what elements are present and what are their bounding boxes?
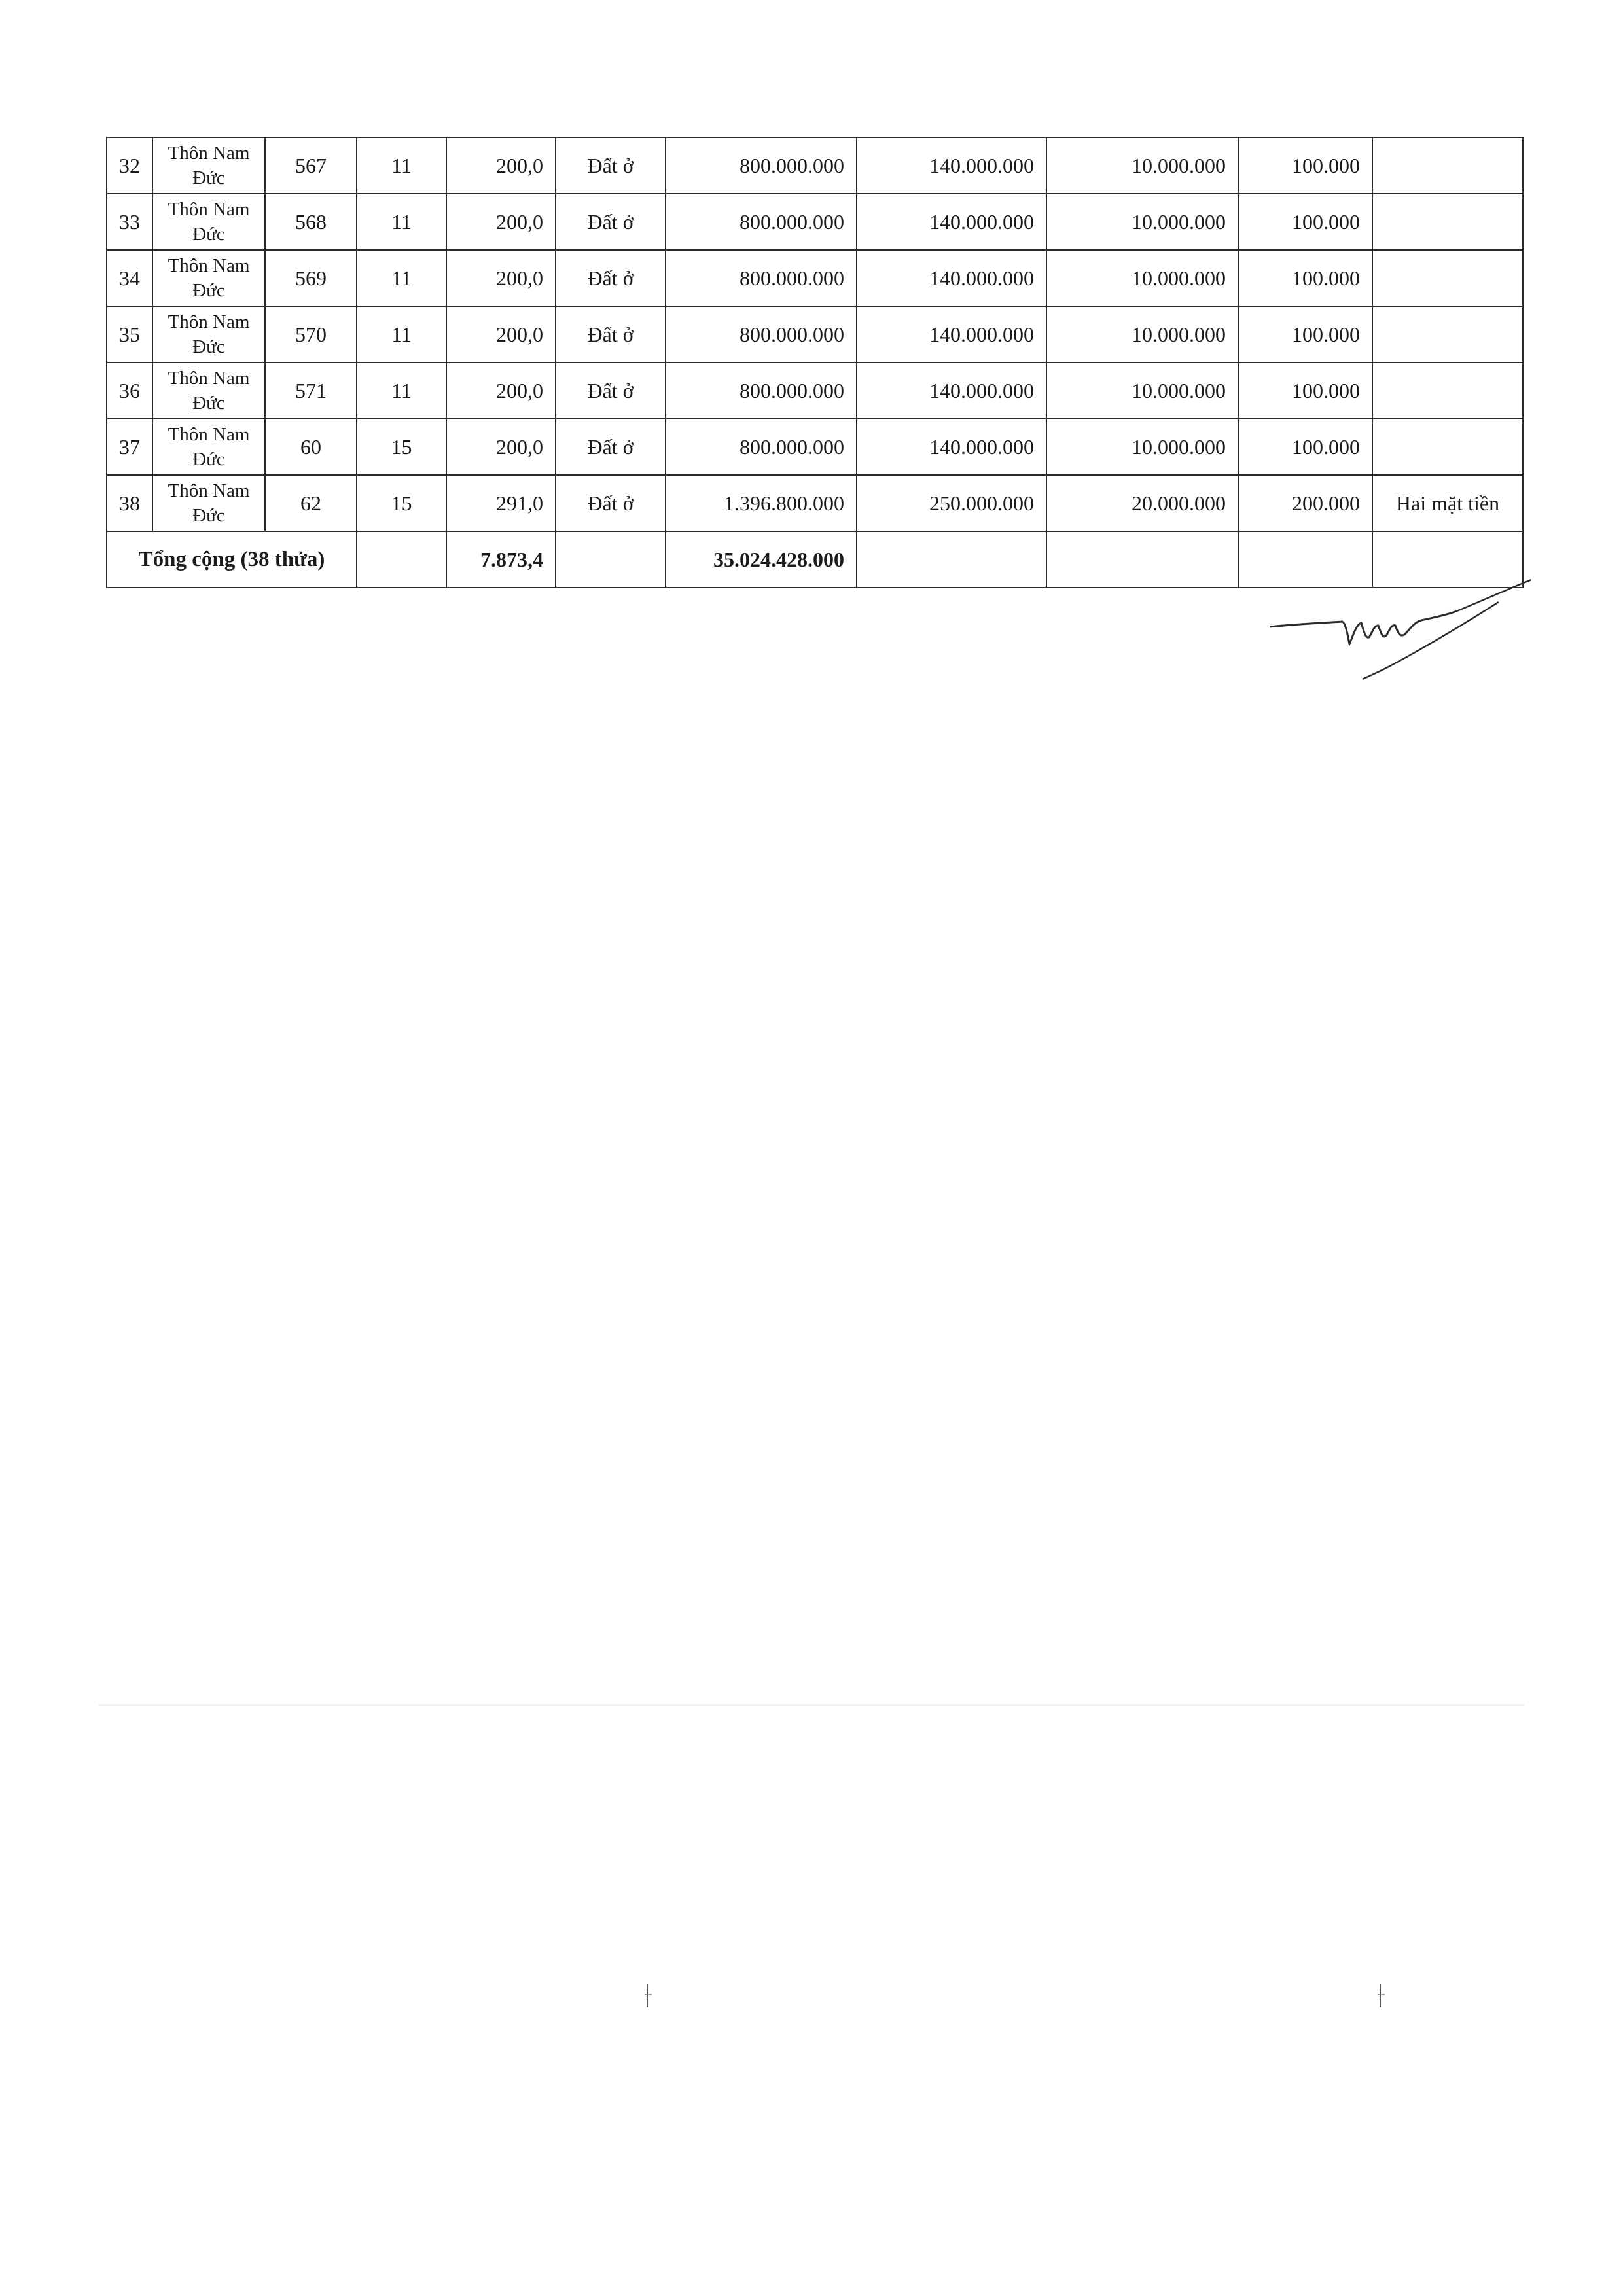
value-cell: 800.000.000 (666, 194, 857, 250)
step-price-cell: 20.000.000 (1046, 475, 1238, 531)
note-cell (1372, 306, 1523, 362)
deposit-cell: 140.000.000 (857, 362, 1046, 419)
deposit-cell: 140.000.000 (857, 250, 1046, 306)
table-body (107, 137, 1523, 531)
map-sheet-cell: 11 (357, 250, 446, 306)
step-price-cell: 10.000.000 (1046, 137, 1238, 194)
total-empty-cell (857, 531, 1046, 588)
map-sheet-cell: 11 (357, 306, 446, 362)
deposit-cell: 250.000.000 (857, 475, 1046, 531)
note-cell (1372, 194, 1523, 250)
row-number: 36 (107, 362, 152, 419)
deposit-cell: 140.000.000 (857, 419, 1046, 475)
area-cell: 200,0 (446, 250, 556, 306)
value-cell: 800.000.000 (666, 362, 857, 419)
parcel-number-cell: 567 (265, 137, 357, 194)
handwritten-signature (1270, 576, 1531, 680)
parcel-number-cell: 60 (265, 419, 357, 475)
row-number: 38 (107, 475, 152, 531)
map-sheet-cell: 11 (357, 362, 446, 419)
area-cell: 200,0 (446, 194, 556, 250)
parcel-number-cell: 62 (265, 475, 357, 531)
land-type-cell: Đất ở (556, 306, 666, 362)
fee-cell: 100.000 (1238, 419, 1372, 475)
map-sheet-cell: 11 (357, 194, 446, 250)
table-row (107, 194, 1523, 250)
row-number: 35 (107, 306, 152, 362)
location-cell: Thôn Nam Đức (152, 137, 265, 194)
scan-artifact-mark (1377, 1983, 1386, 2009)
map-sheet-cell: 15 (357, 475, 446, 531)
total-empty-cell (357, 531, 446, 588)
total-empty-cell (556, 531, 666, 588)
note-cell: Hai mặt tiền (1372, 475, 1523, 531)
step-price-cell: 10.000.000 (1046, 362, 1238, 419)
deposit-cell: 140.000.000 (857, 306, 1046, 362)
area-cell: 200,0 (446, 306, 556, 362)
row-number: 34 (107, 250, 152, 306)
row-number: 32 (107, 137, 152, 194)
fee-cell: 100.000 (1238, 362, 1372, 419)
land-type-cell: Đất ở (556, 194, 666, 250)
fee-cell: 100.000 (1238, 250, 1372, 306)
total-empty-cell (1046, 531, 1238, 588)
step-price-cell: 10.000.000 (1046, 306, 1238, 362)
value-cell: 800.000.000 (666, 306, 857, 362)
step-price-cell: 10.000.000 (1046, 419, 1238, 475)
fee-cell: 200.000 (1238, 475, 1372, 531)
land-auction-table (106, 137, 1524, 588)
location-cell: Thôn Nam Đức (152, 362, 265, 419)
total-label: Tổng cộng (38 thửa) (107, 531, 357, 588)
land-type-cell: Đất ở (556, 137, 666, 194)
fee-cell: 100.000 (1238, 306, 1372, 362)
step-price-cell: 10.000.000 (1046, 250, 1238, 306)
scan-artifact-mark (644, 1983, 653, 2009)
area-cell: 200,0 (446, 362, 556, 419)
note-cell (1372, 362, 1523, 419)
location-cell: Thôn Nam Đức (152, 250, 265, 306)
value-cell: 800.000.000 (666, 250, 857, 306)
location-cell: Thôn Nam Đức (152, 475, 265, 531)
table-row (107, 250, 1523, 306)
land-type-cell: Đất ở (556, 362, 666, 419)
table-row (107, 362, 1523, 419)
scan-artifact-line (98, 1704, 1525, 1706)
note-cell (1372, 137, 1523, 194)
parcel-number-cell: 569 (265, 250, 357, 306)
deposit-cell: 140.000.000 (857, 137, 1046, 194)
value-cell: 800.000.000 (666, 137, 857, 194)
value-cell: 800.000.000 (666, 419, 857, 475)
map-sheet-cell: 11 (357, 137, 446, 194)
step-price-cell: 10.000.000 (1046, 194, 1238, 250)
fee-cell: 100.000 (1238, 194, 1372, 250)
deposit-cell: 140.000.000 (857, 194, 1046, 250)
table-row (107, 419, 1523, 475)
table-row (107, 475, 1523, 531)
row-number: 33 (107, 194, 152, 250)
parcel-number-cell: 571 (265, 362, 357, 419)
value-cell: 1.396.800.000 (666, 475, 857, 531)
row-number: 37 (107, 419, 152, 475)
location-cell: Thôn Nam Đức (152, 194, 265, 250)
area-cell: 200,0 (446, 419, 556, 475)
total-value: 35.024.428.000 (666, 531, 857, 588)
note-cell (1372, 250, 1523, 306)
parcel-number-cell: 570 (265, 306, 357, 362)
land-type-cell: Đất ở (556, 419, 666, 475)
parcel-number-cell: 568 (265, 194, 357, 250)
total-area: 7.873,4 (446, 531, 556, 588)
map-sheet-cell: 15 (357, 419, 446, 475)
land-type-cell: Đất ở (556, 475, 666, 531)
location-cell: Thôn Nam Đức (152, 419, 265, 475)
land-type-cell: Đất ở (556, 250, 666, 306)
location-cell: Thôn Nam Đức (152, 306, 265, 362)
note-cell (1372, 419, 1523, 475)
area-cell: 291,0 (446, 475, 556, 531)
table-row (107, 306, 1523, 362)
table-row (107, 137, 1523, 194)
fee-cell: 100.000 (1238, 137, 1372, 194)
area-cell: 200,0 (446, 137, 556, 194)
